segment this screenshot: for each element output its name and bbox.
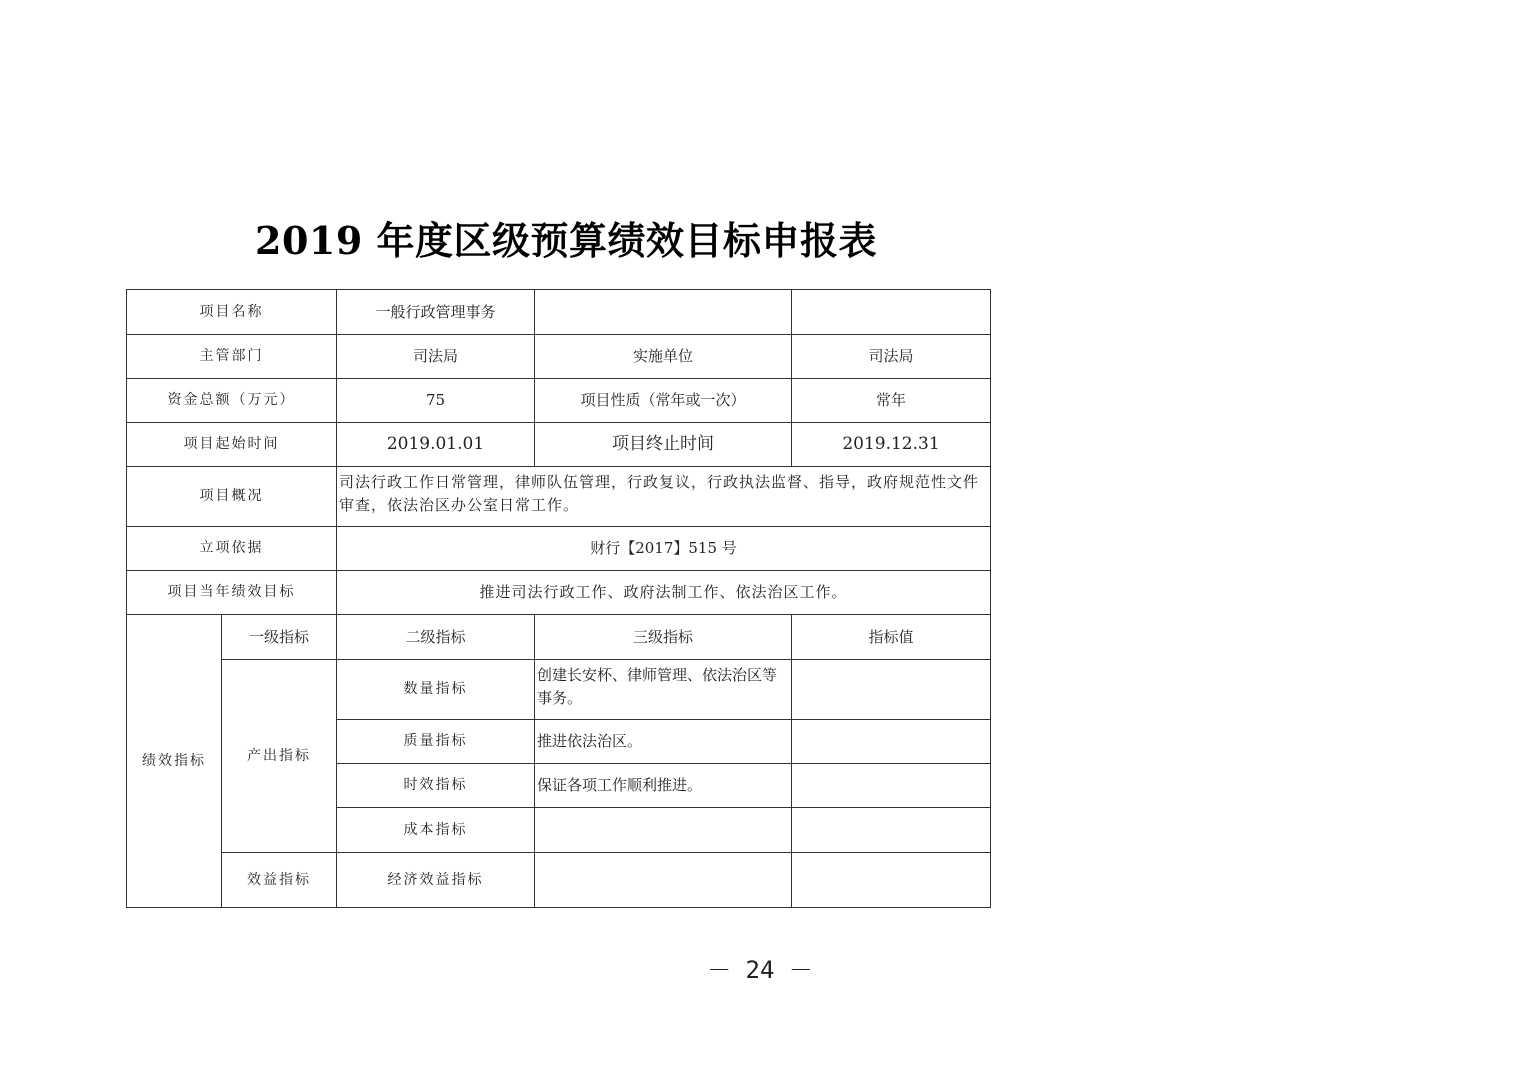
basis-label: 立项依据	[127, 527, 337, 571]
implementing-unit-label: 实施单位	[535, 335, 792, 379]
level3-cell: 推进依法治区。	[535, 720, 792, 764]
performance-indicators-label: 绩效指标	[127, 615, 222, 908]
table-row-basis	[127, 527, 991, 571]
level3-cell: 保证各项工作顺利推进。	[535, 764, 792, 808]
goal-value: 推进司法行政工作、政府法制工作、依法治区工作。	[337, 571, 991, 615]
indicator-value-cell	[792, 853, 991, 908]
indicator-value-cell	[792, 808, 991, 853]
table-row-overview	[127, 467, 991, 527]
goal-label: 项目当年绩效目标	[127, 571, 337, 615]
start-time-label: 项目起始时间	[127, 423, 337, 467]
table-row-goal	[127, 571, 991, 615]
project-name-extra-cell	[535, 290, 792, 335]
table-row-funds	[127, 379, 991, 423]
funds-value: 75	[337, 379, 535, 423]
overview-label: 项目概况	[127, 467, 337, 527]
page-number: － 24 －	[707, 956, 813, 984]
level2-cell: 时效指标	[337, 764, 535, 808]
table-row	[127, 660, 991, 720]
department-label: 主管部门	[127, 335, 337, 379]
table-row-project-name	[127, 290, 991, 335]
end-time-label: 项目终止时间	[535, 423, 792, 467]
end-time-value: 2019.12.31	[792, 423, 991, 467]
overview-value: 司法行政工作日常管理，律师队伍管理，行政复议，行政执法监督、指导，政府规范性文件审查，依法治区办公室日常工作。	[337, 467, 991, 527]
project-nature-value: 常年	[792, 379, 991, 423]
level2-cell: 经济效益指标	[337, 853, 535, 908]
indicator-value-cell	[792, 720, 991, 764]
funds-label: 资金总额（万元）	[127, 379, 337, 423]
table-row-time	[127, 423, 991, 467]
basis-value: 财行【2017】515 号	[337, 527, 991, 571]
indicator-value-cell	[792, 764, 991, 808]
implementing-unit-value: 司法局	[792, 335, 991, 379]
start-time-value: 2019.01.01	[337, 423, 535, 467]
budget-performance-table	[126, 289, 991, 908]
level2-cell: 成本指标	[337, 808, 535, 853]
header-level2: 二级指标	[337, 615, 535, 660]
project-nature-label: 项目性质（常年或一次）	[535, 379, 792, 423]
header-level3: 三级指标	[535, 615, 792, 660]
level2-cell: 数量指标	[337, 660, 535, 720]
project-name-extra-cell-2	[792, 290, 991, 335]
level2-cell: 质量指标	[337, 720, 535, 764]
department-value: 司法局	[337, 335, 535, 379]
level3-cell	[535, 808, 792, 853]
output-indicators-label: 产出指标	[222, 660, 337, 853]
table-row-department	[127, 335, 991, 379]
level3-cell	[535, 853, 792, 908]
project-name-value: 一般行政管理事务	[337, 290, 535, 335]
header-value: 指标值	[792, 615, 991, 660]
level3-cell: 创建长安杯、律师管理、依法治区等事务。	[535, 660, 792, 720]
project-name-label: 项目名称	[127, 290, 337, 335]
table-row-indicator-headers	[127, 615, 991, 660]
benefit-indicators-label: 效益指标	[222, 853, 337, 908]
indicator-value-cell	[792, 660, 991, 720]
page-title: 2019 年度区级预算绩效目标申报表	[255, 218, 877, 263]
header-level1: 一级指标	[222, 615, 337, 660]
table-row	[127, 853, 991, 908]
